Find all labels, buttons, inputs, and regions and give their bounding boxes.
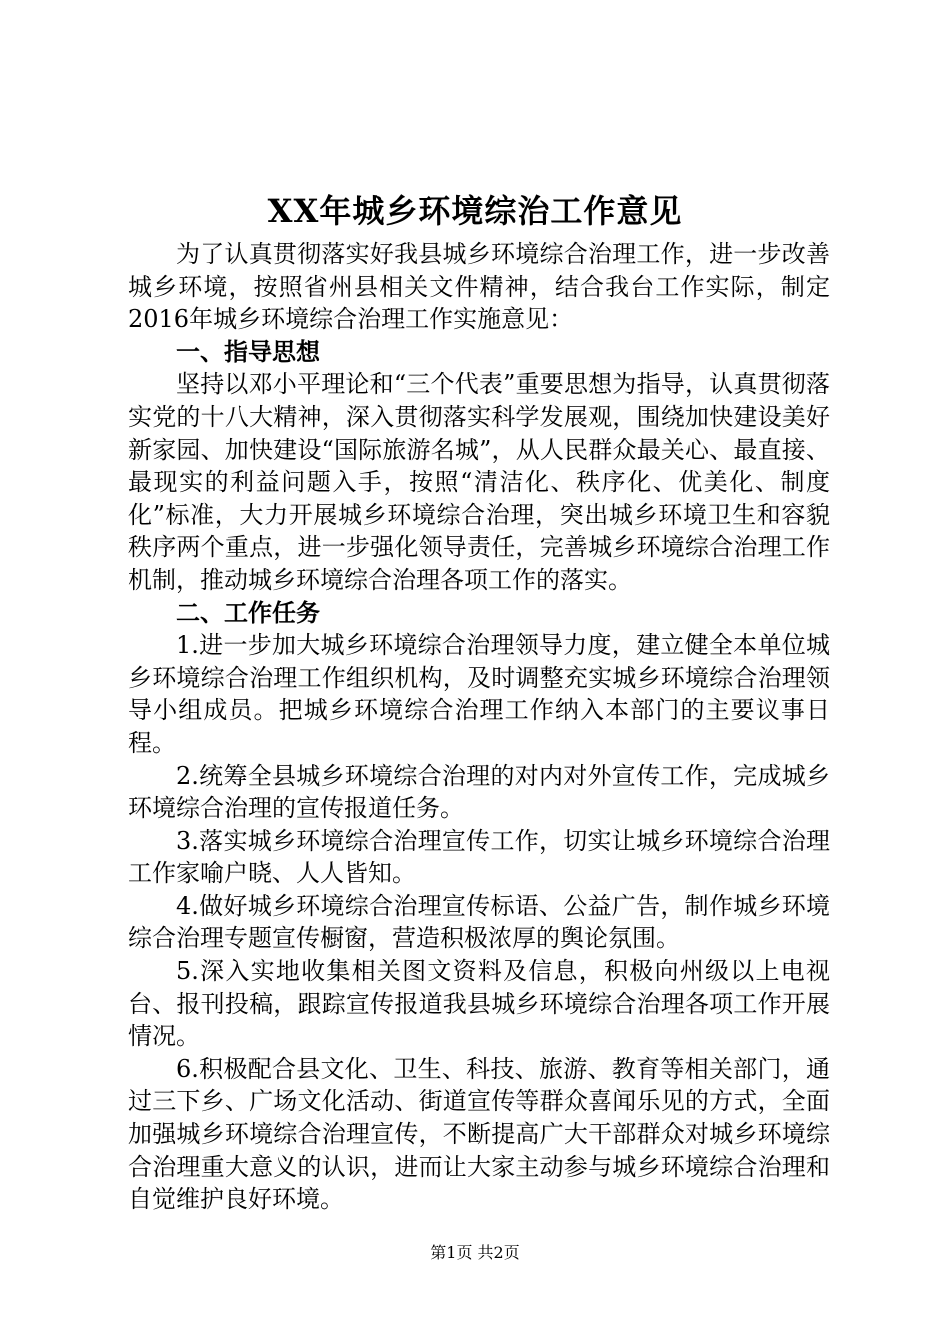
document-body [128, 238, 830, 1216]
intro-paragraph: 为了认真贯彻落实好我县城乡环境综合治理工作，进一步改善城乡环境，按照省州县相关文件精神，结合我台工作实际，制定2016年城乡环境综合治理工作实施意见： [128, 240, 830, 334]
task-item-4: 4.做好城乡环境综合治理宣传标语、公益广告，制作城乡环境综合治理专题宣传橱窗，营造积极浓厚的舆论氛围。 [128, 891, 830, 953]
document-title: XX年城乡环境综治工作意见 [267, 192, 683, 230]
task-item-2: 2.统筹全县城乡环境综合治理的对内对外宣传工作，完成城乡环境综合治理的宣传报道任务。 [128, 761, 830, 823]
guiding-thought-paragraph: 坚持以邓小平理论和“三个代表”重要思想为指导，认真贯彻落实党的十八大精神，深入贯彻落实科学发展观，围绕加快建设美好新家园、加快建设“国际旅游名城”，从人民群众最关心、最直接、最现实的利益问题入手，按照“清洁化、秩序化、优美化、制度化”标准，大力开展城乡环境综合治理，突出城乡环境卫生和容貌秩序两个重点，进一步强化领导责任，完善城乡环境综合治理工作机制，推动城乡环境综合治理各项工作的落实。 [128, 370, 830, 594]
task-item-6: 6.积极配合县文化、卫生、科技、旅游、教育等相关部门，通过三下乡、广场文化活动、街道宣传等群众喜闻乐见的方式，全面加强城乡环境综合治理宣传，不断提高广大干部群众对城乡环境综合治理重大意义的认识，进而让大家主动参与城乡环境综合治理和自觉维护良好环境。 [128, 1054, 830, 1214]
section-heading-guiding-thought: 一、指导思想 [176, 336, 320, 366]
task-item-5: 5.深入实地收集相关图文资料及信息，积极向州级以上电视台、报刊投稿，跟踪宣传报道我县城乡环境综合治理各项工作开展情况。 [128, 957, 830, 1051]
task-item-1: 1.进一步加大城乡环境综合治理领导力度，建立健全本单位城乡环境综合治理工作组织机构，及时调整充实城乡环境综合治理领导小组成员。把城乡环境综合治理工作纳入本部门的主要议事日程。 [128, 631, 830, 757]
section-heading-work-tasks: 二、工作任务 [176, 597, 320, 627]
task-item-3: 3.落实城乡环境综合治理宣传工作，切实让城乡环境综合治理工作家喻户晓、人人皆知。 [128, 826, 830, 888]
page-number-footer: 第1页 共2页 [430, 1243, 520, 1262]
